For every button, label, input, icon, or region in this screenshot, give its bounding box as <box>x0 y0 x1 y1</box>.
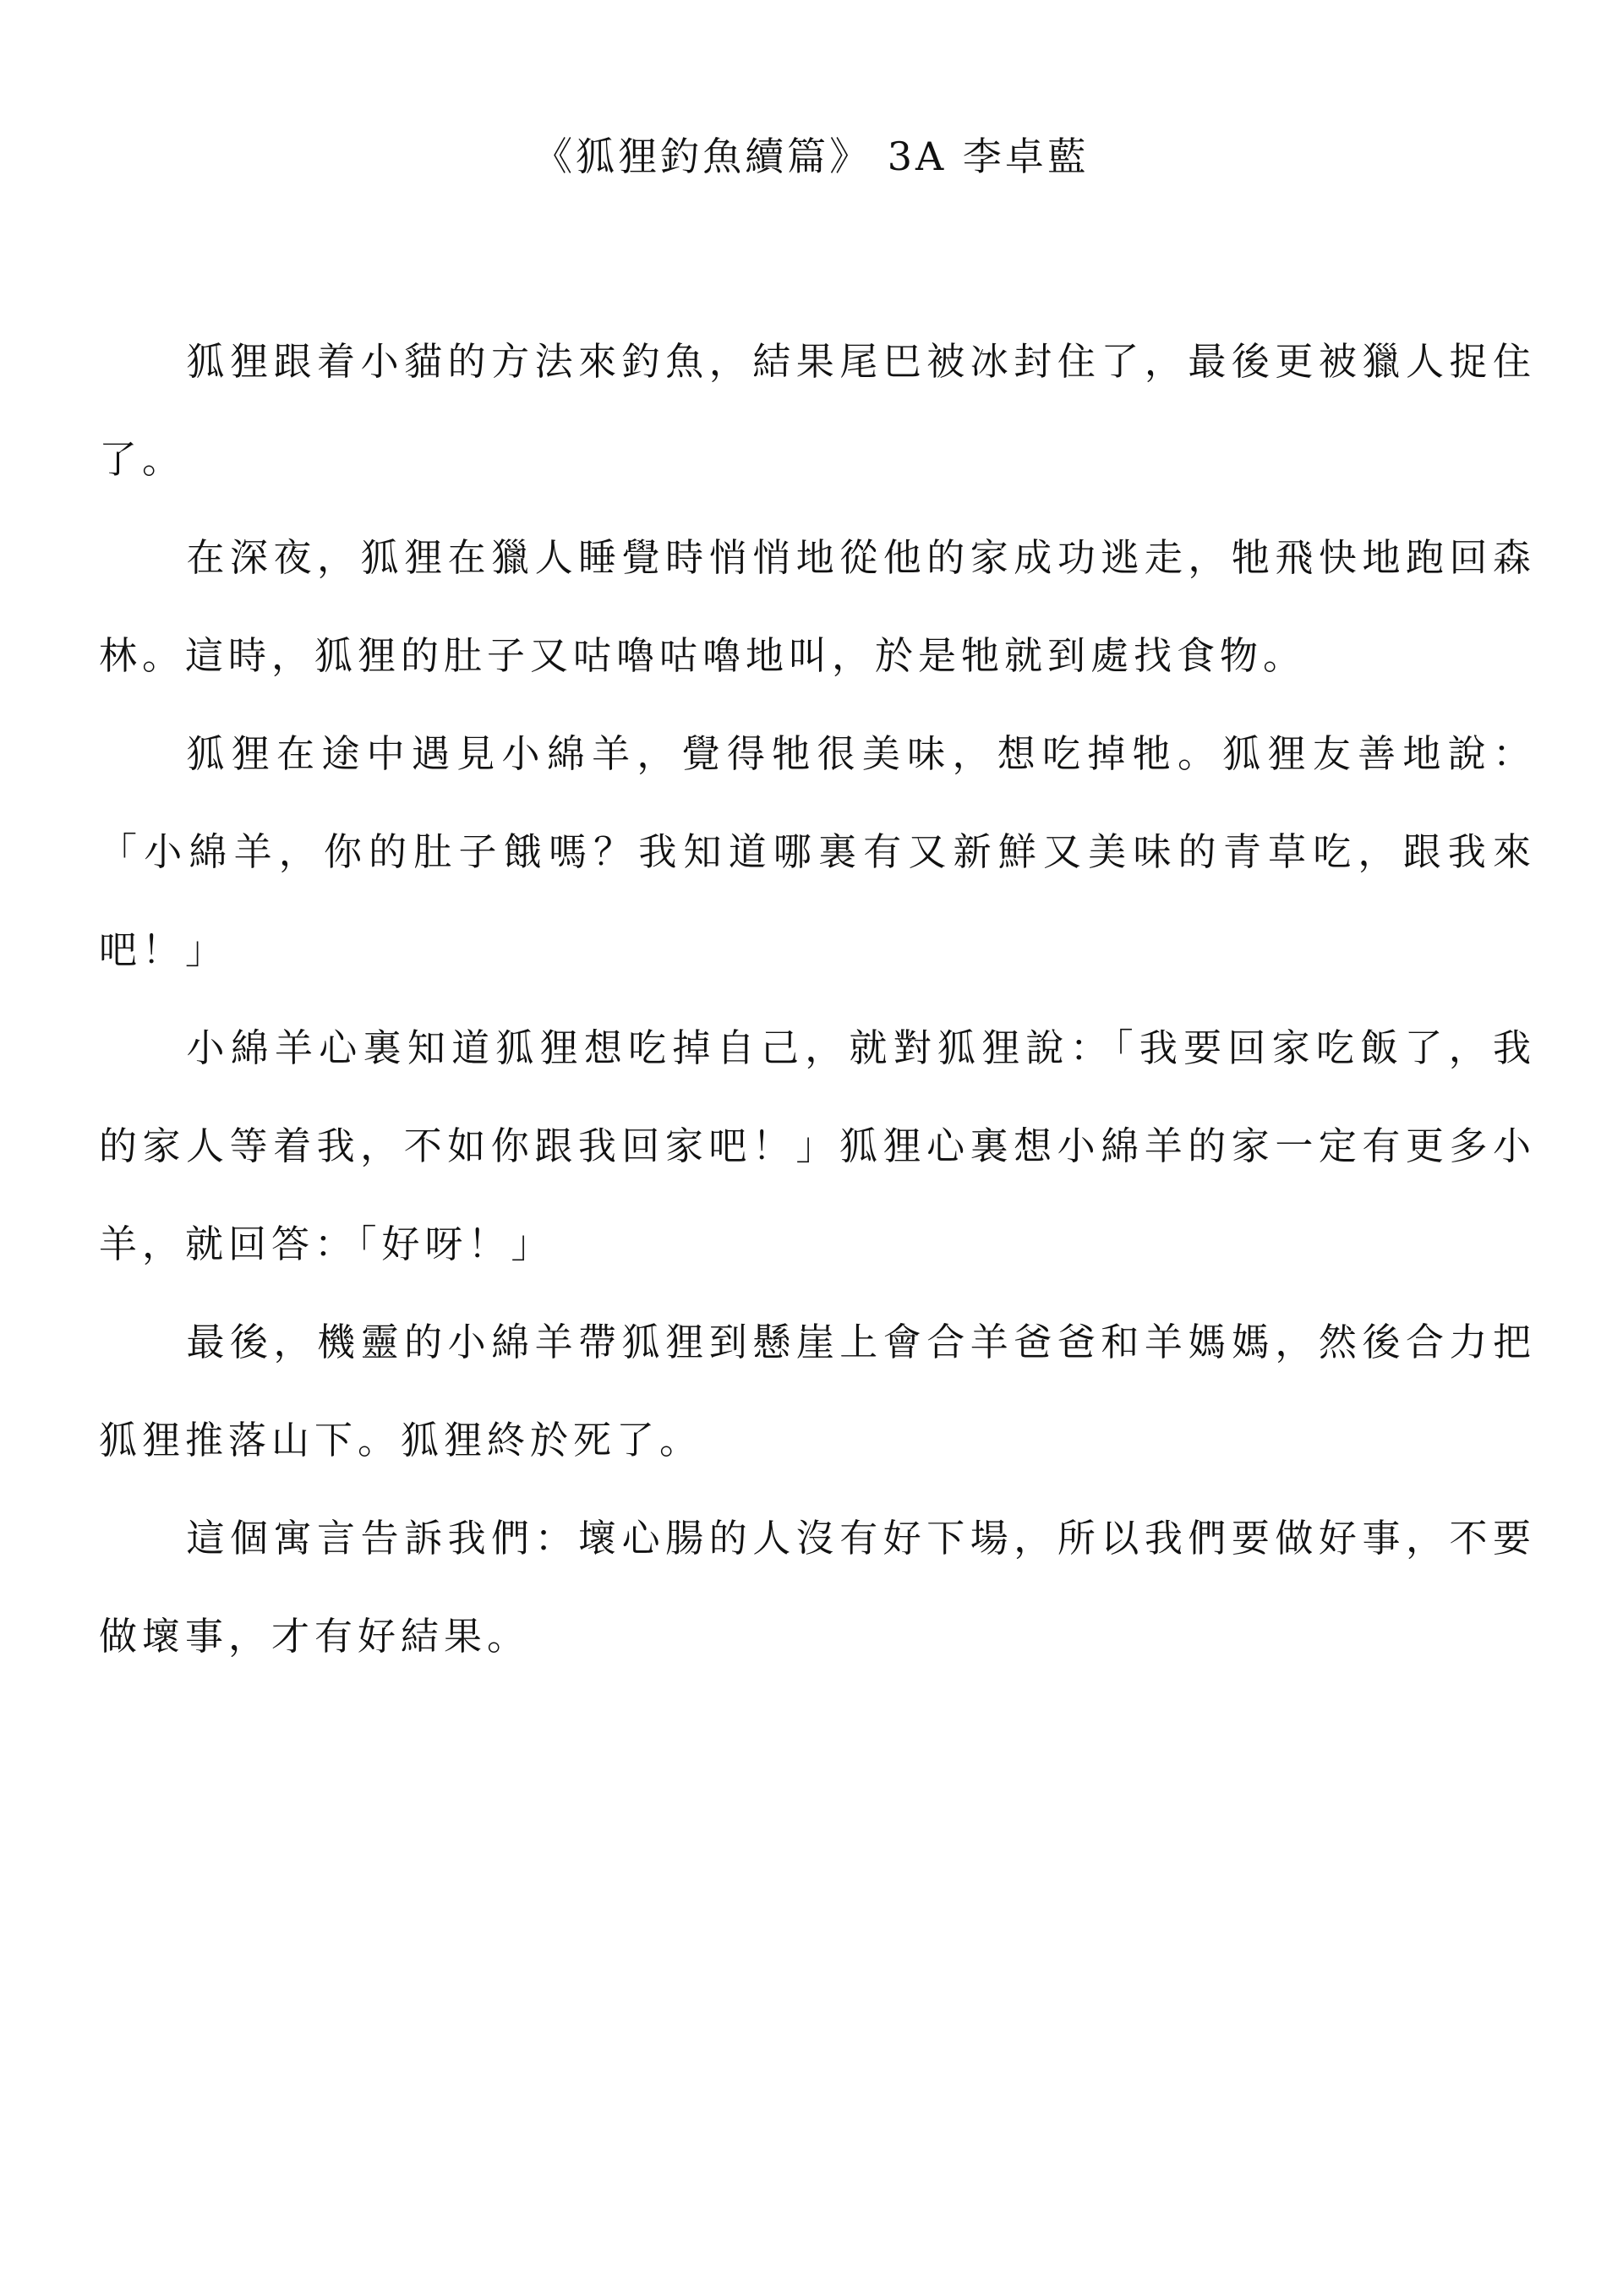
paragraph-1: 狐狸跟着小貓的方法來釣魚，結果尾巴被冰封住了，最後更被獵人捉住了。 <box>99 339 1536 482</box>
paragraph-2: 在深夜，狐狸在獵人睡覺時悄悄地從他的家成功逃走，牠飛快地跑回森林。這時，狐狸的肚子又咕嚕咕嚕地叫，於是牠就到處找食物。 <box>99 535 1536 678</box>
paragraph-6: 這個寓言告訴我們：壞心腸的人沒有好下場，所以我們要做好事，不要做壞事，才有好結果。 <box>99 1516 1536 1659</box>
document-title: 《狐狸釣魚續篇》 3A 李卓藍 <box>533 134 1090 179</box>
paragraph-4: 小綿羊心裏知道狐狸想吃掉自己，就對狐狸說：「我要回家吃飯了，我的家人等着我，不如你跟我回家吧！」狐狸心裏想小綿羊的家一定有更多小羊，就回答：「好呀！」 <box>99 1025 1536 1266</box>
paragraph-5: 最後，機靈的小綿羊帶狐狸到懸崖上會合羊爸爸和羊媽媽，然後合力把狐狸推落山下。狐狸終於死了。 <box>99 1320 1536 1462</box>
paragraph-3: 狐狸在途中遇見小綿羊，覺得牠很美味，想吃掉牠。狐狸友善地說：「小綿羊，你的肚子餓嗎？我知道哪裏有又新鮮又美味的青草吃，跟我來吧！」 <box>99 731 1536 972</box>
document-body <box>99 313 1536 1686</box>
